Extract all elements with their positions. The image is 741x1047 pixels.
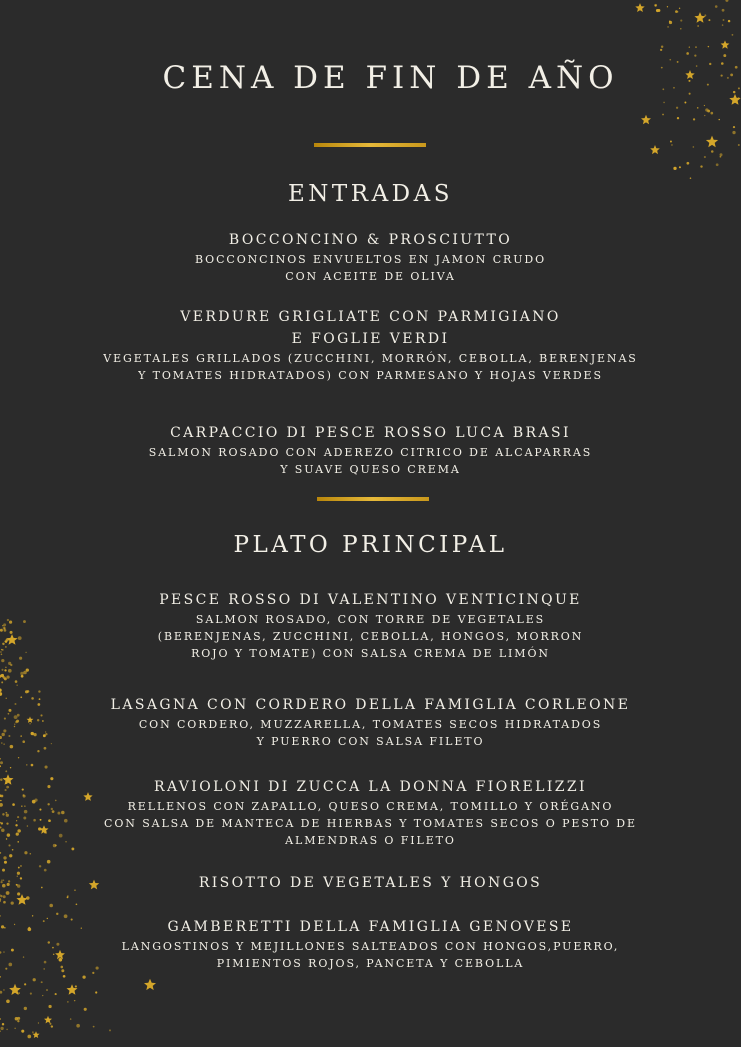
dot-sparkle (6, 999, 10, 1003)
dot-sparkle (11, 901, 14, 904)
section-heading-entradas: ENTRADAS (288, 181, 453, 207)
dot-sparkle (51, 1025, 53, 1027)
dot-sparkle (677, 11, 678, 12)
dot-sparkle (3, 895, 6, 898)
dish-description: RELLENOS CON ZAPALLO, QUESO CREMA, TOMILLO Y ORÉGANO CON SALSA DE MANTECA DE HIERBAS Y TOMATES SECOS O PESTO DE ALMENDRAS O FILETO (104, 800, 637, 847)
dot-sparkle (17, 1017, 20, 1020)
dot-sparkle (16, 685, 17, 686)
dot-sparkle (82, 976, 85, 979)
dot-sparkle (673, 167, 676, 170)
dot-sparkle (18, 757, 19, 758)
dot-sparkle (671, 144, 672, 145)
dot-sparkle (24, 1007, 27, 1010)
dot-sparkle (705, 108, 708, 111)
dish-ravioloni (0, 776, 741, 849)
star-sparkle (706, 136, 718, 148)
dot-sparkle (704, 105, 705, 106)
dish-name: RISOTTO DE VEGETALES Y HONGOS (198, 875, 543, 891)
dot-sparkle (38, 1022, 39, 1023)
dot-sparkle (26, 764, 27, 765)
dot-sparkle (708, 46, 709, 47)
dot-sparkle (63, 975, 66, 978)
star-sparkle (650, 145, 660, 154)
dot-sparkle (8, 669, 12, 673)
gold-divider-middle (317, 497, 429, 501)
dot-sparkle (0, 1030, 1, 1031)
star-sparkle (44, 1016, 52, 1024)
dot-sparkle (20, 865, 21, 866)
dot-sparkle (95, 991, 97, 993)
dot-sparkle (1, 674, 4, 677)
dot-sparkle (0, 852, 1, 854)
dot-sparkle (75, 985, 77, 987)
dot-sparkle (704, 156, 706, 158)
dot-sparkle (47, 860, 51, 864)
dot-sparkle (92, 972, 94, 974)
dot-sparkle (715, 5, 718, 8)
dot-sparkle (12, 849, 14, 851)
dot-sparkle (693, 146, 695, 148)
dot-sparkle (3, 901, 6, 904)
dot-sparkle (9, 854, 12, 857)
dot-sparkle (697, 107, 699, 109)
dot-sparkle (695, 46, 697, 48)
dot-sparkle (74, 1000, 75, 1001)
dot-sparkle (14, 1028, 15, 1029)
dot-sparkle (10, 767, 11, 768)
dot-sparkle (733, 126, 735, 128)
dot-sparkle (49, 1023, 51, 1025)
section-heading-plato-principal: PLATO PRINCIPAL (233, 532, 508, 558)
dot-sparkle (0, 991, 2, 994)
dot-sparkle (704, 14, 706, 16)
gold-divider-top (314, 143, 426, 147)
dot-sparkle (689, 47, 690, 48)
dot-sparkle (21, 675, 24, 678)
dot-sparkle (8, 662, 11, 665)
dot-sparkle (1, 669, 3, 671)
dot-sparkle (5, 770, 7, 772)
dish-description: LANGOSTINOS Y MEJILLONES SALTEADOS CON HONGOS,PUERRO, PIMIENTOS ROJOS, PANCETA Y CEBOLLA (121, 940, 620, 970)
dot-sparkle (0, 761, 3, 764)
star-sparkle (721, 40, 730, 48)
dot-sparkle (17, 1020, 19, 1022)
dish-lasagna (0, 694, 741, 750)
dot-sparkle (708, 19, 710, 21)
dot-sparkle (662, 114, 664, 116)
star-sparkle (694, 12, 705, 23)
dish-name: CARPACCIO DI PESCE ROSSO LUCA BRASI (170, 425, 571, 441)
dot-sparkle (722, 24, 724, 26)
dot-sparkle (56, 913, 58, 915)
dish-pesce-rosso (0, 589, 741, 662)
dot-sparkle (732, 131, 735, 134)
dish-name: GAMBERETTI DELLA FAMIGLIA GENOVESE (167, 919, 574, 935)
dot-sparkle (684, 102, 686, 104)
dot-sparkle (67, 895, 69, 897)
dot-sparkle (670, 141, 672, 143)
dot-sparkle (76, 903, 78, 905)
dot-sparkle (716, 163, 719, 166)
dot-sparkle (30, 993, 32, 995)
dot-sparkle (0, 758, 1, 759)
dot-sparkle (667, 26, 669, 28)
dish-description: SALMON ROSADO, CON TORRE DE VEGETALES (BERENJENAS, ZUCCHINI, CEBOLLA, HONGOS, MORRON ROJO Y TOMATE) CON SALSA CREMA DE LIMÓN (157, 613, 584, 660)
dish-description: CON CORDERO, MUZZARELLA, TOMATES SECOS HIDRATADOS Y PUERRO CON SALSA FILETO (138, 718, 603, 748)
dot-sparkle (667, 6, 668, 7)
dot-sparkle (76, 1024, 80, 1028)
dot-sparkle (700, 165, 702, 167)
dot-sparkle (67, 1001, 69, 1003)
dot-sparkle (21, 1030, 24, 1033)
dot-sparkle (1, 681, 3, 683)
dot-sparkle (654, 4, 657, 7)
dot-sparkle (719, 119, 720, 120)
dot-sparkle (663, 102, 665, 104)
dot-sparkle (30, 853, 32, 855)
dot-sparkle (33, 978, 36, 981)
dot-sparkle (38, 690, 40, 692)
dot-sparkle (24, 851, 27, 854)
dish-description: SALMON ROSADO CON ADEREZO CITRICO DE ALCAPARRAS Y SUAVE QUESO CREMA (148, 446, 593, 476)
dot-sparkle (70, 1018, 71, 1019)
dot-sparkle (676, 107, 678, 109)
dish-description: VEGETALES GRILLADOS (ZUCCHINI, MORRÓN, CEBOLLA, BERENJENAS Y TOMATES HIDRATADOS) CON PARMESANO Y HOJAS VERDES (103, 352, 638, 382)
dot-sparkle (49, 904, 53, 908)
dot-sparkle (24, 983, 26, 985)
dot-sparkle (0, 689, 2, 692)
dot-sparkle (720, 153, 723, 156)
dish-name: PESCE ROSSO DI VALENTINO VENTICINQUE (159, 592, 582, 608)
dot-sparkle (6, 675, 9, 678)
dot-sparkle (690, 177, 692, 179)
dot-sparkle (55, 993, 57, 995)
dot-sparkle (680, 28, 682, 30)
dot-sparkle (661, 45, 663, 47)
dot-sparkle (0, 898, 1, 900)
dot-sparkle (723, 54, 726, 57)
dot-sparkle (0, 1027, 3, 1030)
dish-name: VERDURE GRIGLIATE CON PARMIGIANO E FOGLIE VERDI (180, 309, 561, 347)
dot-sparkle (722, 9, 725, 12)
dot-sparkle (711, 150, 714, 153)
menu-title: CENA DE FIN DE AÑO (162, 60, 619, 96)
star-sparkle (16, 894, 27, 905)
dot-sparkle (693, 118, 695, 120)
dot-sparkle (2, 1023, 4, 1025)
dot-sparkle (3, 989, 4, 990)
dot-sparkle (6, 1029, 8, 1031)
dot-sparkle (84, 1008, 87, 1011)
dot-sparkle (15, 680, 18, 683)
dot-sparkle (3, 856, 6, 859)
dot-sparkle (0, 765, 1, 767)
dot-sparkle (719, 156, 721, 158)
dot-sparkle (704, 115, 705, 116)
dot-sparkle (679, 166, 681, 168)
dot-sparkle (4, 669, 6, 671)
dish-risotto (0, 872, 741, 894)
dot-sparkle (680, 19, 682, 21)
dish-gamberetti (0, 916, 741, 972)
dish-bocconcino (0, 229, 741, 285)
dot-sparkle (5, 667, 6, 668)
dot-sparkle (20, 672, 23, 675)
dot-sparkle (4, 861, 7, 864)
star-sparkle (635, 3, 644, 12)
dot-sparkle (677, 117, 679, 119)
dot-sparkle (725, 0, 728, 2)
dot-sparkle (732, 34, 734, 36)
dot-sparkle (723, 19, 725, 21)
dot-sparkle (48, 1005, 51, 1008)
dot-sparkle (657, 9, 660, 12)
dot-sparkle (46, 989, 48, 991)
dot-sparkle (686, 52, 689, 55)
dish-name: LASAGNA CON CORDERO DELLA FAMIGLIA CORLEONE (110, 697, 631, 713)
dot-sparkle (18, 992, 20, 994)
dish-description: BOCCONCINOS ENVUELTOS EN JAMON CRUDO CON ACEITE DE OLIVA (194, 253, 547, 283)
dot-sparkle (27, 1035, 31, 1039)
dot-sparkle (686, 162, 689, 165)
dot-sparkle (738, 144, 740, 146)
dot-sparkle (41, 981, 43, 983)
star-sparkle (641, 115, 651, 124)
dish-name: BOCCONCINO & PROSCIUTTO (228, 232, 513, 248)
dot-sparkle (45, 765, 48, 768)
dot-sparkle (660, 49, 662, 51)
dot-sparkle (26, 896, 30, 900)
dot-sparkle (37, 750, 39, 752)
dot-sparkle (710, 112, 713, 115)
dot-sparkle (728, 20, 730, 22)
dot-sparkle (39, 865, 41, 867)
dish-name: RAVIOLONI DI ZUCCA LA DONNA FIORELIZZI (154, 779, 587, 795)
dot-sparkle (18, 867, 20, 869)
dish-carpaccio (0, 422, 741, 478)
star-sparkle (144, 979, 156, 990)
dot-sparkle (0, 1018, 1, 1020)
dot-sparkle (93, 1026, 95, 1028)
dot-sparkle (697, 25, 699, 27)
dot-sparkle (25, 690, 28, 693)
dish-verdure-grigliate (0, 306, 741, 384)
dot-sparkle (109, 1029, 111, 1031)
dot-sparkle (32, 1031, 33, 1032)
dot-sparkle (669, 21, 672, 24)
dot-sparkle (679, 8, 680, 9)
dot-sparkle (0, 976, 1, 977)
dot-sparkle (42, 995, 43, 996)
dot-sparkle (31, 764, 34, 767)
dot-sparkle (26, 669, 29, 672)
dot-sparkle (694, 55, 696, 57)
